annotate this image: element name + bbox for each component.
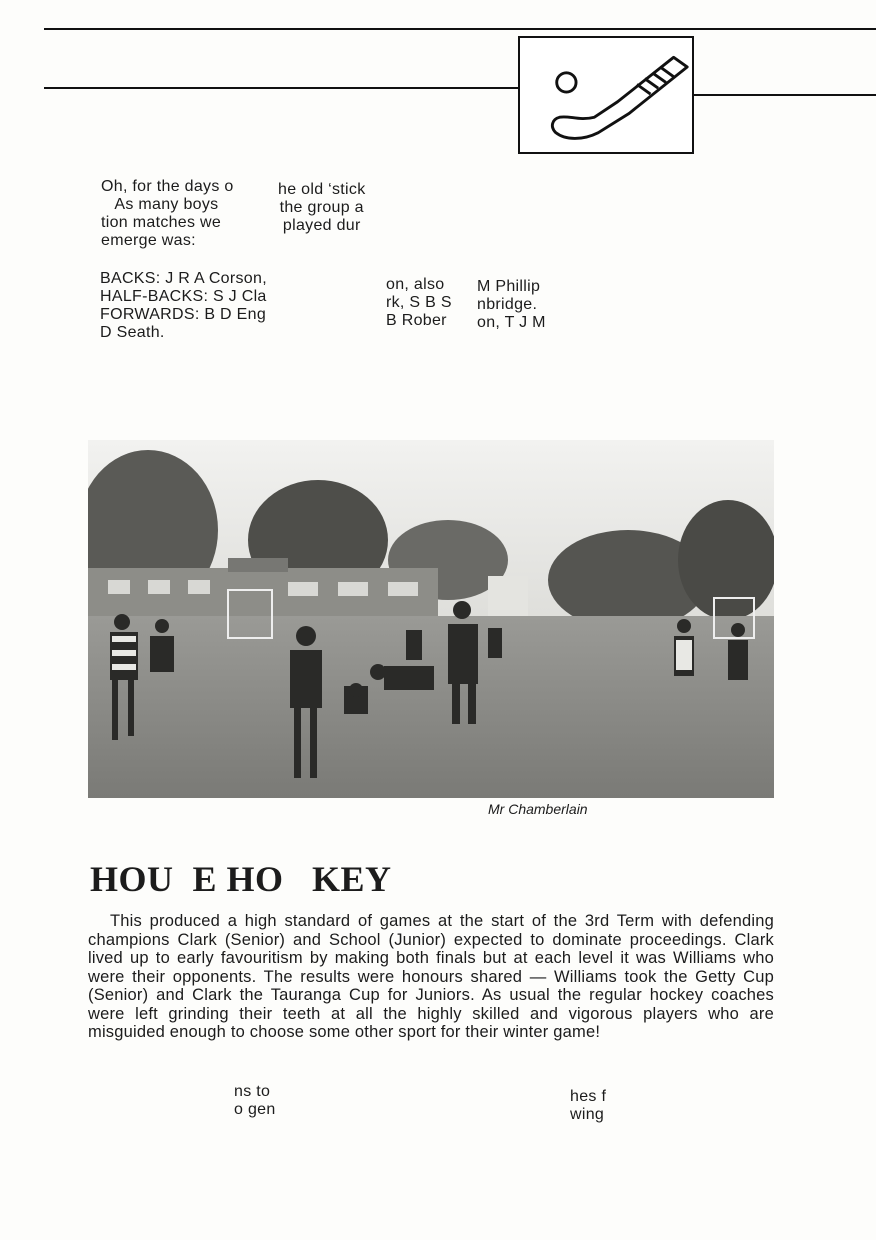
intro-line: Oh, for the days o bbox=[101, 178, 234, 195]
team-line: nbridge. bbox=[477, 296, 538, 313]
team-line: D Seath. bbox=[100, 324, 165, 341]
article-heading: HOU E HO KEY bbox=[90, 859, 392, 899]
team-line: BACKS: J R A Corson, bbox=[100, 270, 267, 287]
intro-line: tion matches we bbox=[101, 214, 222, 231]
team-line: B Rober bbox=[386, 312, 447, 329]
intro-column-right bbox=[278, 181, 366, 235]
article-fragments-right bbox=[570, 1088, 606, 1124]
article-fragment: ns to bbox=[234, 1083, 271, 1100]
intro-line: the group a bbox=[279, 199, 364, 216]
hockey-logo bbox=[518, 36, 694, 154]
hockey-match-photo bbox=[88, 440, 774, 798]
intro-line: emerge was: bbox=[101, 232, 196, 249]
team-list-left bbox=[100, 270, 267, 342]
article-body: This produced a high standard of games at the start of the 3rd Term with defending champions Clark (Senior) and School (Junior) expected to dominate proceedings. Clark lived up to early favouritism by making both finals but at each level it was Williams who were their opponents. The results were honours shared — Williams took the Getty Cup (Senior) and Clark the Tauranga Cup for Juniors. As usual the regular hockey coaches were left grinding their teeth at all the highly skilled and vigorous players who are misguided enough to choose some other sport for their winter game! bbox=[88, 912, 774, 1041]
intro-line: he old ‘stick bbox=[278, 181, 366, 198]
article-fragment: hes f bbox=[570, 1088, 607, 1105]
team-line: rk, S B S bbox=[386, 294, 452, 311]
intro-line: played dur bbox=[282, 217, 361, 234]
team-list-middle bbox=[386, 276, 452, 330]
photo-caption: Mr Chamberlain bbox=[488, 801, 588, 817]
team-line: HALF-BACKS: S J Cla bbox=[100, 288, 267, 305]
team-line: M Phillip bbox=[477, 278, 541, 295]
article-fragments-left bbox=[234, 1083, 276, 1119]
team-line: FORWARDS: B D Eng bbox=[100, 306, 267, 323]
article-fragment: o gen bbox=[234, 1101, 276, 1118]
article-fragment: wing bbox=[570, 1106, 605, 1123]
team-list-right bbox=[477, 278, 546, 332]
header-top-rule bbox=[44, 28, 876, 30]
header-bottom-rule-left bbox=[44, 87, 520, 89]
intro-column-left bbox=[101, 178, 234, 250]
hockey-stick-and-ball-icon bbox=[520, 38, 692, 152]
team-line: on, also bbox=[386, 276, 445, 293]
intro-line: As many boys bbox=[101, 196, 219, 213]
team-line: on, T J M bbox=[477, 314, 546, 331]
header-bottom-rule-right bbox=[694, 94, 876, 96]
photo-illustration bbox=[88, 440, 774, 798]
